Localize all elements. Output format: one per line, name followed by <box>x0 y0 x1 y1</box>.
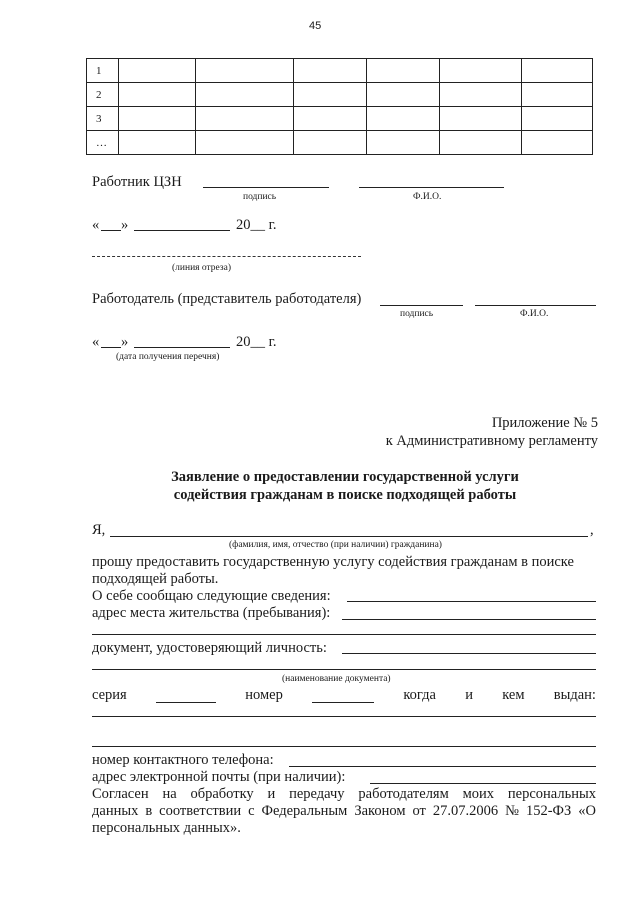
table-row <box>87 131 593 155</box>
consent-word: работодателям <box>358 786 449 802</box>
table-cell[interactable] <box>440 83 522 107</box>
worker-fio-line <box>359 187 504 188</box>
date1-year: 20__ г. <box>236 217 277 233</box>
table-cell[interactable] <box>119 59 196 83</box>
table-cell[interactable] <box>294 131 367 155</box>
issued-field[interactable] <box>92 716 596 717</box>
row-number: … <box>87 131 119 155</box>
page-number: 45 <box>309 20 322 32</box>
table-row <box>87 59 593 83</box>
and-label: и <box>465 687 473 703</box>
list-table <box>86 58 593 155</box>
statement-title-line1: Заявление о предоставлении государственной услуги <box>171 469 519 485</box>
request-line2: подходящей работы. <box>92 571 219 587</box>
consent-word: 152-ФЗ <box>525 803 572 819</box>
table-cell[interactable] <box>196 83 294 107</box>
consent-word: Законом <box>354 803 406 819</box>
consent-line3: персональных данных». <box>92 820 241 836</box>
employer-sign-caption: подпись <box>400 309 434 319</box>
table-cell[interactable] <box>196 107 294 131</box>
name-field[interactable] <box>110 536 588 537</box>
consent-word: передачу <box>289 786 345 802</box>
row-number: 1 <box>87 59 119 83</box>
consent-word: «О <box>578 803 596 819</box>
number-label: номер <box>245 687 283 703</box>
about-field[interactable] <box>347 601 596 602</box>
employer-fio-caption: Ф.И.О. <box>520 309 549 319</box>
table-cell[interactable] <box>440 131 522 155</box>
series-label: серия <box>92 687 127 703</box>
consent-word: в <box>145 803 153 819</box>
date1-open: « <box>92 217 100 233</box>
table-cell[interactable] <box>294 107 367 131</box>
phone-label: номер контактного телефона: <box>92 752 274 768</box>
table-cell[interactable] <box>440 59 522 83</box>
who-label: кем <box>502 687 525 703</box>
date1-close: » <box>121 217 129 233</box>
consent-word: № <box>505 803 519 819</box>
table-cell[interactable] <box>196 131 294 155</box>
table-cell[interactable] <box>294 83 367 107</box>
series-field[interactable] <box>156 687 216 703</box>
issued-field-2[interactable] <box>92 746 596 747</box>
table-cell[interactable] <box>367 131 440 155</box>
appendix-line2: к Административному регламенту <box>385 433 598 449</box>
consent-word: с <box>248 803 255 819</box>
table-cell[interactable] <box>294 59 367 83</box>
table-cell[interactable] <box>367 59 440 83</box>
row-number: 3 <box>87 107 119 131</box>
table-cell[interactable] <box>440 107 522 131</box>
id-doc-field-2[interactable] <box>92 669 596 670</box>
worker-sign-caption: подпись <box>243 192 277 202</box>
table-cell[interactable] <box>196 59 294 83</box>
table-cell[interactable] <box>522 83 593 107</box>
worker-label: Работник ЦЗН <box>92 174 182 190</box>
email-field[interactable] <box>370 783 596 784</box>
employer-sign-line <box>380 305 463 306</box>
consent-word: от <box>412 803 426 819</box>
name-caption: (фамилия, имя, отчество (при наличии) гражданина) <box>229 540 442 550</box>
table-row <box>87 107 593 131</box>
i-label: Я, <box>92 522 106 538</box>
date1-day-line <box>101 230 121 231</box>
date2-day-line <box>101 347 121 348</box>
date2-month-line <box>134 347 230 348</box>
consent-word: персональных <box>507 786 596 802</box>
date1-month-line <box>134 230 230 231</box>
employer-label: Работодатель (представитель работодателя) <box>92 291 362 307</box>
series-row <box>92 687 596 704</box>
consent-word: соответствии <box>159 803 242 819</box>
consent-word: 27.07.2006 <box>432 803 499 819</box>
table-cell[interactable] <box>522 107 593 131</box>
date2-year: 20__ г. <box>236 334 277 350</box>
appendix-line1: Приложение № 5 <box>491 415 598 431</box>
address-field-2[interactable] <box>92 634 596 635</box>
date2-caption: (дата получения перечня) <box>116 352 220 362</box>
consent-word: на <box>162 786 177 802</box>
when-label: когда <box>403 687 436 703</box>
doc-caption: (наименование документа) <box>282 674 391 684</box>
date2-open: « <box>92 334 100 350</box>
request-line1: прошу предоставить государственную услугу содействия гражданам в поиске <box>92 554 574 570</box>
table-cell[interactable] <box>119 107 196 131</box>
table-cell[interactable] <box>522 131 593 155</box>
table-cell[interactable] <box>522 59 593 83</box>
id-doc-label: документ, удостоверяющий личность: <box>92 640 327 656</box>
worker-fio-caption: Ф.И.О. <box>413 192 442 202</box>
consent-word: Федеральным <box>261 803 348 819</box>
consent-word: Согласен <box>92 786 149 802</box>
row-number: 2 <box>87 83 119 107</box>
consent-word: данных <box>92 803 139 819</box>
table-row <box>87 83 593 107</box>
table-cell[interactable] <box>367 107 440 131</box>
id-doc-field[interactable] <box>342 653 596 654</box>
number-field[interactable] <box>312 687 374 703</box>
consent-word: моих <box>462 786 495 802</box>
consent-line1 <box>92 786 596 803</box>
worker-sign-line <box>203 187 329 188</box>
consent-word: обработку <box>190 786 254 802</box>
issued-label: выдан: <box>553 687 596 703</box>
table-cell[interactable] <box>119 131 196 155</box>
cut-line-caption: (линия отреза) <box>172 263 232 273</box>
table-cell[interactable] <box>119 83 196 107</box>
about-label: О себе сообщаю следующие сведения: <box>92 588 331 604</box>
table-cell[interactable] <box>367 83 440 107</box>
consent-line2 <box>92 803 596 820</box>
address-label: адрес места жительства (пребывания): <box>92 605 331 621</box>
email-label: адрес электронной почты (при наличии): <box>92 769 346 785</box>
employer-fio-line <box>475 305 596 306</box>
address-field[interactable] <box>342 619 596 620</box>
cut-line <box>92 256 361 257</box>
consent-word: и <box>267 786 276 802</box>
phone-field[interactable] <box>289 766 596 767</box>
statement-title-line2: содействия гражданам в поиске подходящей работы <box>173 487 517 503</box>
date2-close: » <box>121 334 129 350</box>
